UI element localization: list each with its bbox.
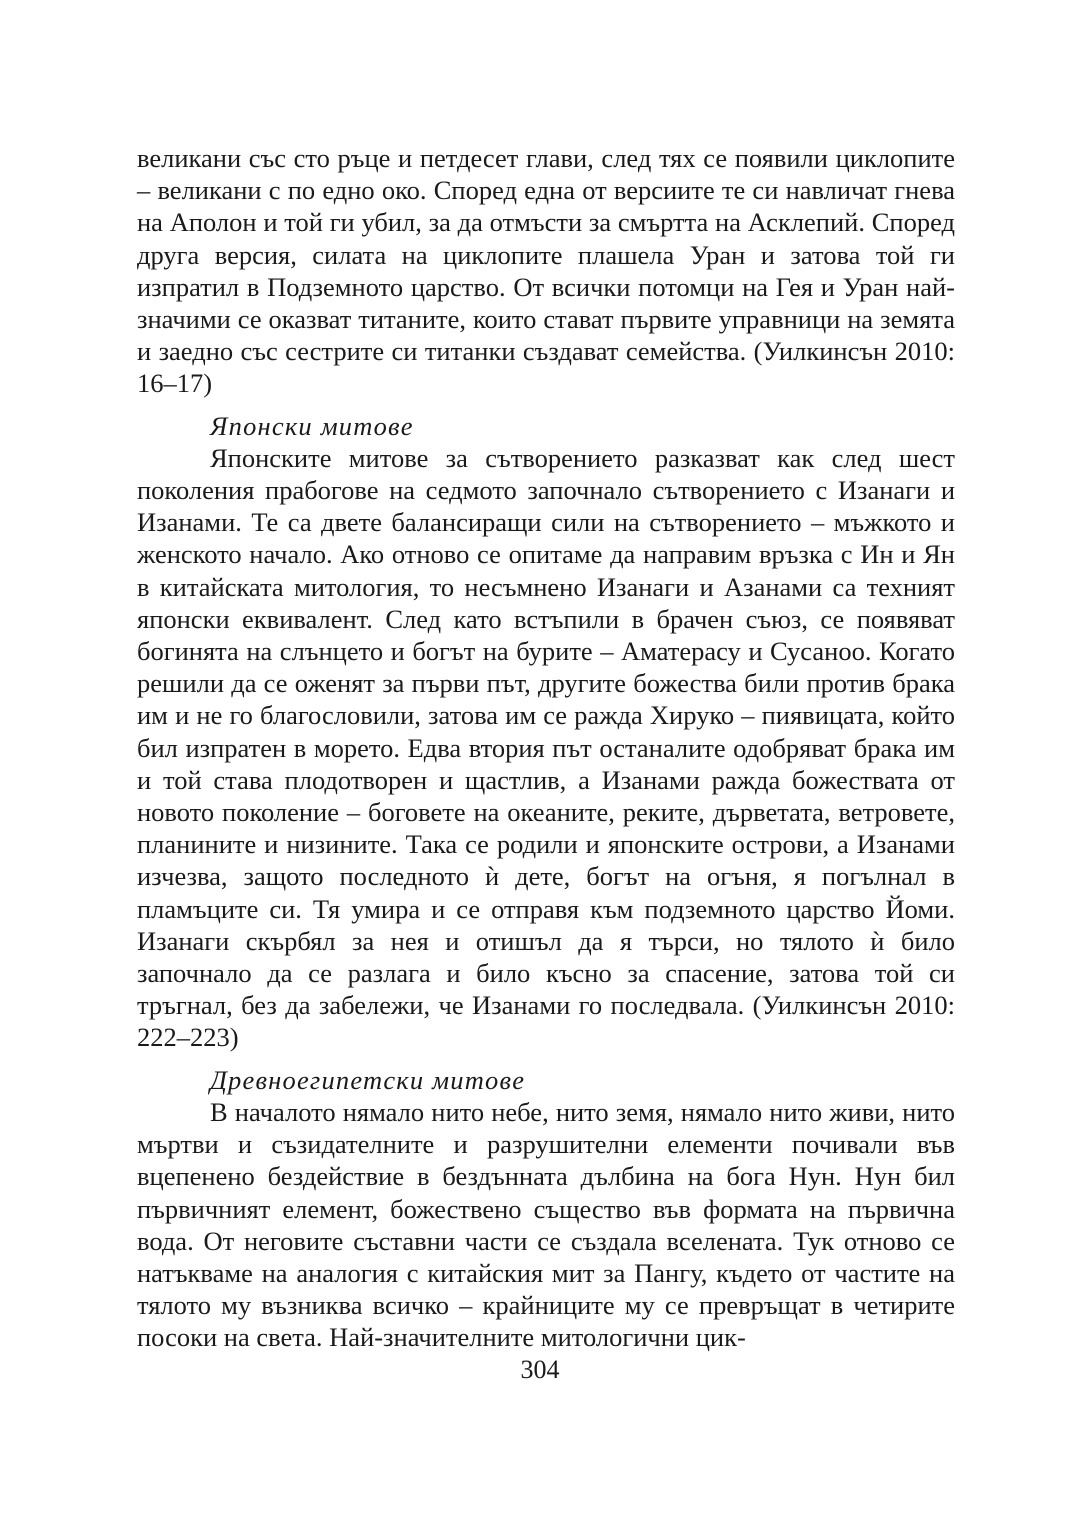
page-number: 304 <box>520 1355 560 1384</box>
section-heading-japanese-myths: Японски митове <box>210 410 414 441</box>
paragraph-egyptian-myths: В началото нямало нито небе, нито земя, нямало нито живи, нито мъртви и съзидателните и разрушителни елементи почивали във вцепенено бездействие в бездънната дълбина на бога Нун. Нун бил първичният елемент, божествено същество във формата на първична вода. От неговите съставни части се създала вселената. Тук отново се натъкваме на аналогия с китайския мит за Пангу, където от частите на тялото му възниква всичко – крайниците му се превръщат в четирите посоки на света. Най-значителните митологични цик- <box>137 1096 955 1353</box>
page-body <box>137 142 955 1354</box>
section-heading-egyptian-myths: Древноегипетски митове <box>210 1064 526 1095</box>
paragraph-greek-myths: великани със сто ръце и петдесет глави, след тях се появили циклопите – великани с по едно око. Според една от версиите те си навличат гнева на Аполон и той ги убил, за да отмъсти за смъртта на Асклепий. Според друга версия, силата на циклопите плашела Уран и затова той ги изпратил в Подземното царство. От всички потомци на Гея и Уран най-значими се оказват титаните, които стават първите управници на земята и заедно със сестрите си титанки създават семейства. (Уилкинсън 2010: 16–17) <box>137 143 955 399</box>
paragraph-japanese-myths: Японските митове за сътворението разказват как след шест поколения прабогове на седмото започнало сътворението с Изанаги и Изанами. Те са двете балансиращи сили на сътворението – мъжкото и женското начало. Ако отново се опитаме да направим връзка с Ин и Ян в китайската митология, то несъмнено Изанаги и Азанами са техният японски еквивалент. След като встъпили в брачен съюз, се появяват богинята на слънцето и богът на бурите – Аматерасу и Сусаноо. Когато решили да се оженят за първи път, другите божества били против брака им и не го благословили, затова им се ражда Хируко – пиявицата, който бил изпратен в морето. Едва втория път останалите одобряват брака им и той става плодотворен и щастлив, а Изанами ражда божествата от новото поколение – боговете на океаните, реките, дърветата, ветровете, планините и низините. Така се родили и японските острови, а Изанами изчезва, защото последното ѝ дете, богът на огъня, я погълнал в пламъците си. Тя умира и се отправя към подземното царство Йоми. Изанаги скърбял за нея и отишъл да я търси, но тялото ѝ било започнало да се разлага и било късно за спасение, затова той си тръгнал, без да забележи, че Изанами го последвала. (Уилкинсън 2010: 222–223) <box>137 442 955 1053</box>
